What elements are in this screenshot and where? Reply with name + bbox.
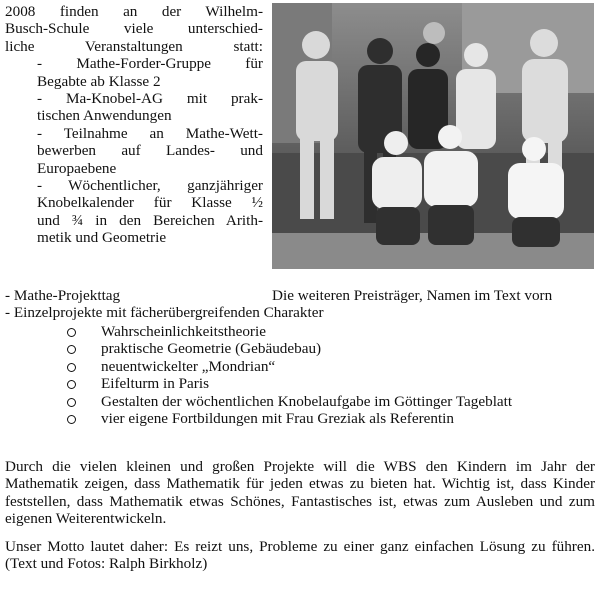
intro-line: liche Veranstaltungen statt: [5, 37, 263, 55]
group-photo [272, 3, 594, 269]
subitem-text: vier eigene Fortbildungen mit Frau Greziak als Referentin [101, 410, 454, 428]
item-line: bewerben auf Landes- und [37, 142, 263, 160]
item-line: Begabte ab Klasse 2 [37, 72, 161, 90]
subitem-text: Eifelturm in Paris [101, 375, 209, 393]
subitem-text: Wahrscheinlichkeitstheorie [101, 323, 266, 340]
circle-bullet-icon [67, 363, 76, 372]
list-item [5, 55, 263, 90]
item-projekttag: - Mathe-Projekttag [5, 287, 121, 304]
subitem-text: praktische Geometrie (Gebäudebau) [101, 340, 322, 358]
circle-bullet-icon [67, 328, 76, 337]
left-column [5, 3, 263, 247]
list-item [5, 358, 512, 375]
list-item [5, 323, 512, 340]
item-line: metik und Geometrie [37, 229, 167, 247]
circle-bullet-icon [67, 380, 76, 389]
list-item [5, 340, 512, 357]
motto-paragraph: Unser Motto lautet daher: Es reizt uns, Probleme zu einer ganz einfachen Lösung zu führen. (Text und Fotos: Ralph Birkholz) [5, 538, 595, 573]
photo-caption: Die weiteren Preisträger, Namen im Text vorn [272, 287, 553, 304]
subitem-text: neuentwickelter „Mondrian“ [101, 357, 276, 375]
list-item [5, 393, 512, 410]
list-item [5, 410, 512, 427]
intro-text [5, 3, 263, 55]
item-line: - Mathe-Forder-Gruppe für [37, 55, 263, 73]
item-line: tischen Anwendungen [37, 107, 172, 125]
item-line: und ¾ in den Bereichen Arith- [37, 211, 263, 229]
intro-line: Busch-Schule viele unterschied- [5, 20, 263, 38]
activity-list [5, 55, 263, 246]
body-paragraph: Durch die vielen kleinen und großen Projekte will die WBS den Kindern im Jahr der Mathematik zeigen, dass Mathematik für jeden etwas zu bieten hat. Wichtig ist, dass Kinder feststellen, dass Mathematik etwas Schönes, Fantastisches ist, etwas zum Ausleben und zum eigenen Weiterentwickeln. [5, 458, 595, 528]
item-line: - Ma-Knobel-AG mit prak- [37, 90, 263, 108]
item-einzelprojekte: - Einzelprojekte mit fächerübergreifenden Charakter [5, 304, 324, 322]
item-line: Knobelkalender für Klasse ½ [37, 194, 263, 212]
list-item [5, 177, 263, 247]
subitem-text: Gestalten der wöchentlichen Knobelaufgabe im Göttinger Tageblatt [101, 392, 513, 410]
group-photo-image [272, 3, 594, 269]
item-line: Europaebene [37, 159, 117, 177]
circle-bullet-icon [67, 345, 76, 354]
list-item [5, 90, 263, 125]
circle-bullet-icon [67, 415, 76, 424]
list-item [5, 125, 263, 177]
intro-line: 2008 finden an der Wilhelm- [5, 3, 263, 20]
project-sublist [5, 323, 512, 427]
item-line: - Teilnahme an Mathe-Wett- [37, 124, 263, 142]
circle-bullet-icon [67, 398, 76, 407]
list-item [5, 375, 512, 392]
item-line: - Wöchentlicher, ganzjähriger [37, 177, 263, 195]
